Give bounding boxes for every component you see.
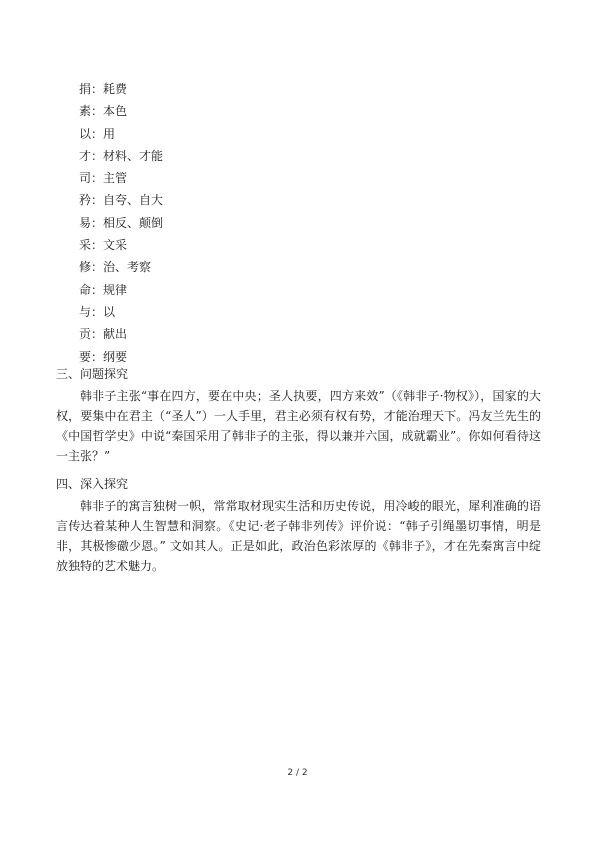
glossary-item: 捐：耗费: [79, 82, 128, 96]
glossary-item: 素：本色: [79, 104, 128, 119]
glossary-item: 修：治、考察: [79, 260, 152, 275]
glossary-item: 矜：自夸、自大: [79, 193, 164, 208]
page-number: 2 / 2: [287, 768, 308, 778]
section-4-heading: 四、深入探究: [56, 477, 129, 491]
glossary-item: 采：文采: [79, 238, 128, 253]
glossary-item: 贡：献出: [79, 327, 128, 342]
glossary-item: 易：相反、颠倒: [79, 215, 164, 230]
glossary-item: 与：以: [79, 304, 116, 319]
glossary-list: [79, 78, 163, 368]
glossary-item: 司：主管: [79, 171, 128, 186]
section-3-heading: 三、问题探究: [56, 367, 129, 381]
glossary-item: 命：规律: [79, 282, 128, 297]
glossary-item: 才：材料、才能: [79, 148, 164, 163]
glossary-item: 要：纲要: [79, 349, 128, 364]
section-3-paragraph: 韩非子主张“事在四方，要在中央；圣人执要，四方来效”（《韩非子·物权》），国家的大权，要集中在君主（“圣人”）一人手里，君主必须有权有势，才能治理天下。冯友兰先生的《中国哲学史》中说“秦国采用了韩非子的主张，得以兼并六国，成就霸业”。你如何看待这一主张？”: [56, 389, 541, 463]
glossary-item: 以：用: [79, 126, 116, 141]
section-4-paragraph: 韩非子的寓言独树一帜，常常取材现实生活和历史传说，用冷峻的眼光，犀利准确的语言传达着某种人生智慧和洞察。《史记·老子韩非列传》评价说：“韩子引绳墨切事情，明是非，其极惨礉少恩。” 文如其人。正是如此，政治色彩浓厚的《韩非子》，才在先秦寓言中绽放独特的艺术魅力。: [56, 499, 541, 573]
